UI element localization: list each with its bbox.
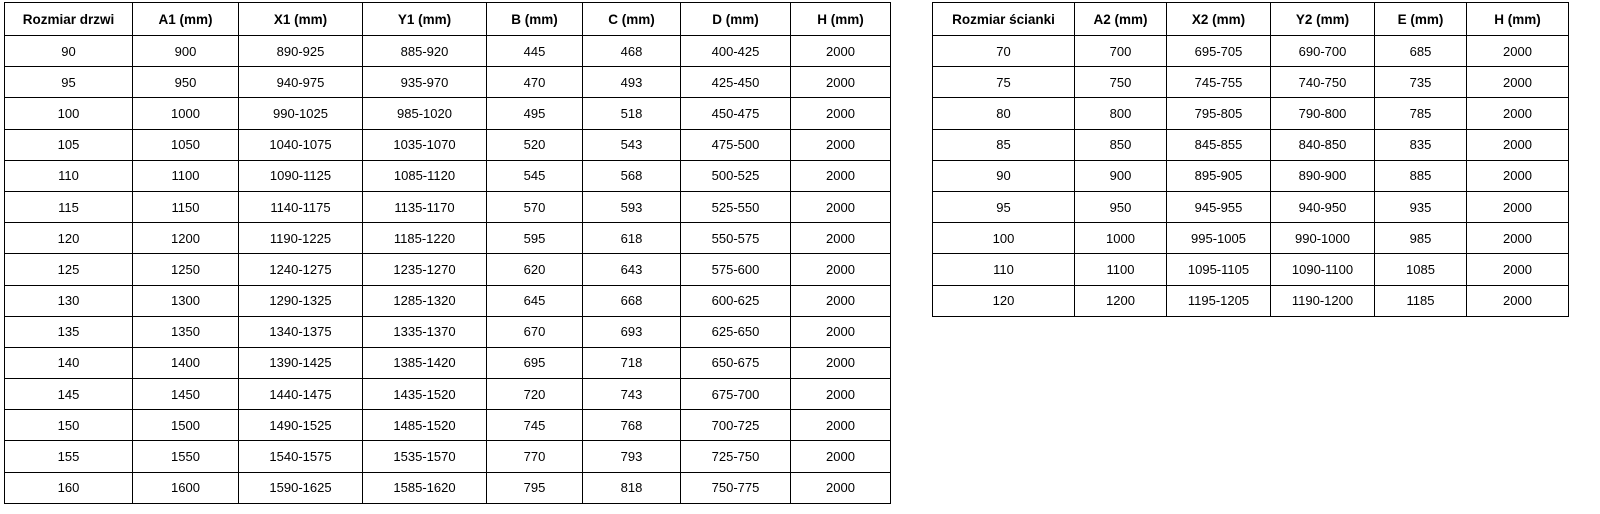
table-cell: 570 xyxy=(487,191,583,222)
table-cell: 2000 xyxy=(1467,223,1569,254)
walls-dimensions-table xyxy=(932,2,1569,317)
table-row xyxy=(5,223,891,254)
table-cell: 1200 xyxy=(133,223,239,254)
table-cell: 75 xyxy=(933,67,1075,98)
table-cell: 700-725 xyxy=(681,410,791,441)
table-cell: 2000 xyxy=(1467,285,1569,316)
table-cell: 543 xyxy=(583,129,681,160)
table-cell: 1400 xyxy=(133,347,239,378)
table-cell: 1200 xyxy=(1075,285,1167,316)
table-cell: 95 xyxy=(5,67,133,98)
table-cell: 785 xyxy=(1375,98,1467,129)
table-cell: 2000 xyxy=(791,285,891,316)
table-cell: 950 xyxy=(1075,191,1167,222)
table-cell: 450-475 xyxy=(681,98,791,129)
table-cell: 1085 xyxy=(1375,254,1467,285)
table-cell: 900 xyxy=(1075,160,1167,191)
table-cell: 85 xyxy=(933,129,1075,160)
table-cell: 1190-1225 xyxy=(239,223,363,254)
table-cell: 1000 xyxy=(133,98,239,129)
table-cell: 1085-1120 xyxy=(363,160,487,191)
table-header-row xyxy=(5,3,891,36)
table-cell: 130 xyxy=(5,285,133,316)
table-cell: 1550 xyxy=(133,441,239,472)
table-cell: 890-900 xyxy=(1271,160,1375,191)
table-row xyxy=(933,191,1569,222)
table-cell: 1290-1325 xyxy=(239,285,363,316)
table-cell: 468 xyxy=(583,36,681,67)
table-cell: 1095-1105 xyxy=(1167,254,1271,285)
table-cell: 100 xyxy=(933,223,1075,254)
table-row xyxy=(5,36,891,67)
table-cell: 935-970 xyxy=(363,67,487,98)
table-cell: 2000 xyxy=(791,223,891,254)
table-cell: 518 xyxy=(583,98,681,129)
table-cell: 1135-1170 xyxy=(363,191,487,222)
column-header: B (mm) xyxy=(487,3,583,36)
column-header: A2 (mm) xyxy=(1075,3,1167,36)
table-cell: 990-1000 xyxy=(1271,223,1375,254)
column-header: X1 (mm) xyxy=(239,3,363,36)
table-cell: 1450 xyxy=(133,379,239,410)
table-cell: 945-955 xyxy=(1167,191,1271,222)
table-cell: 840-850 xyxy=(1271,129,1375,160)
table-row xyxy=(933,223,1569,254)
table-cell: 105 xyxy=(5,129,133,160)
table-cell: 80 xyxy=(933,98,1075,129)
doors-dimensions-table xyxy=(4,2,891,504)
table-row xyxy=(5,98,891,129)
doors-table-header xyxy=(5,3,891,36)
table-cell: 935 xyxy=(1375,191,1467,222)
table-cell: 745-755 xyxy=(1167,67,1271,98)
table-cell: 1390-1425 xyxy=(239,347,363,378)
table-row xyxy=(933,160,1569,191)
table-cell: 445 xyxy=(487,36,583,67)
table-cell: 1490-1525 xyxy=(239,410,363,441)
table-cell: 1285-1320 xyxy=(363,285,487,316)
table-cell: 1150 xyxy=(133,191,239,222)
table-cell: 1185 xyxy=(1375,285,1467,316)
table-row xyxy=(5,67,891,98)
walls-table-header xyxy=(933,3,1569,36)
column-header: E (mm) xyxy=(1375,3,1467,36)
table-cell: 493 xyxy=(583,67,681,98)
table-cell: 743 xyxy=(583,379,681,410)
table-cell: 668 xyxy=(583,285,681,316)
column-header: Y2 (mm) xyxy=(1271,3,1375,36)
table-cell: 495 xyxy=(487,98,583,129)
table-cell: 2000 xyxy=(1467,36,1569,67)
table-cell: 2000 xyxy=(791,36,891,67)
table-cell: 470 xyxy=(487,67,583,98)
table-cell: 110 xyxy=(5,160,133,191)
table-cell: 2000 xyxy=(791,379,891,410)
table-cell: 1500 xyxy=(133,410,239,441)
table-cell: 1185-1220 xyxy=(363,223,487,254)
table-cell: 520 xyxy=(487,129,583,160)
table-cell: 1590-1625 xyxy=(239,472,363,503)
table-header-row xyxy=(933,3,1569,36)
column-header: A1 (mm) xyxy=(133,3,239,36)
table-cell: 700 xyxy=(1075,36,1167,67)
table-cell: 1050 xyxy=(133,129,239,160)
table-cell: 745 xyxy=(487,410,583,441)
table-cell: 1100 xyxy=(1075,254,1167,285)
table-row xyxy=(933,36,1569,67)
table-cell: 120 xyxy=(933,285,1075,316)
table-row xyxy=(5,191,891,222)
table-row xyxy=(933,129,1569,160)
table-cell: 2000 xyxy=(791,441,891,472)
table-cell: 115 xyxy=(5,191,133,222)
table-row xyxy=(5,347,891,378)
table-cell: 940-975 xyxy=(239,67,363,98)
table-cell: 2000 xyxy=(791,472,891,503)
table-cell: 1235-1270 xyxy=(363,254,487,285)
table-cell: 2000 xyxy=(1467,67,1569,98)
table-cell: 1585-1620 xyxy=(363,472,487,503)
table-cell: 2000 xyxy=(1467,160,1569,191)
table-cell: 550-575 xyxy=(681,223,791,254)
table-cell: 545 xyxy=(487,160,583,191)
table-cell: 425-450 xyxy=(681,67,791,98)
table-cell: 718 xyxy=(583,347,681,378)
table-cell: 900 xyxy=(133,36,239,67)
table-cell: 2000 xyxy=(1467,129,1569,160)
doors-table-body xyxy=(5,36,891,504)
table-cell: 593 xyxy=(583,191,681,222)
table-cell: 795 xyxy=(487,472,583,503)
table-cell: 690-700 xyxy=(1271,36,1375,67)
table-cell: 70 xyxy=(933,36,1075,67)
table-row xyxy=(5,285,891,316)
table-row xyxy=(5,472,891,503)
table-row xyxy=(933,67,1569,98)
table-cell: 1195-1205 xyxy=(1167,285,1271,316)
table-cell: 625-650 xyxy=(681,316,791,347)
table-cell: 940-950 xyxy=(1271,191,1375,222)
table-cell: 525-550 xyxy=(681,191,791,222)
table-cell: 575-600 xyxy=(681,254,791,285)
table-cell: 2000 xyxy=(791,254,891,285)
table-cell: 2000 xyxy=(791,160,891,191)
table-cell: 1300 xyxy=(133,285,239,316)
table-cell: 620 xyxy=(487,254,583,285)
table-cell: 720 xyxy=(487,379,583,410)
table-cell: 1600 xyxy=(133,472,239,503)
table-cell: 750-775 xyxy=(681,472,791,503)
table-cell: 750 xyxy=(1075,67,1167,98)
table-cell: 643 xyxy=(583,254,681,285)
table-cell: 595 xyxy=(487,223,583,254)
table-cell: 100 xyxy=(5,98,133,129)
table-cell: 2000 xyxy=(1467,98,1569,129)
table-cell: 1535-1570 xyxy=(363,441,487,472)
table-cell: 2000 xyxy=(1467,191,1569,222)
table-row xyxy=(5,254,891,285)
table-cell: 600-625 xyxy=(681,285,791,316)
table-cell: 1035-1070 xyxy=(363,129,487,160)
table-cell: 568 xyxy=(583,160,681,191)
table-cell: 850 xyxy=(1075,129,1167,160)
table-cell: 1240-1275 xyxy=(239,254,363,285)
table-cell: 1335-1370 xyxy=(363,316,487,347)
table-cell: 985-1020 xyxy=(363,98,487,129)
table-cell: 670 xyxy=(487,316,583,347)
table-cell: 990-1025 xyxy=(239,98,363,129)
walls-table-body xyxy=(933,36,1569,317)
table-cell: 985 xyxy=(1375,223,1467,254)
table-cell: 675-700 xyxy=(681,379,791,410)
table-cell: 1385-1420 xyxy=(363,347,487,378)
table-cell: 95 xyxy=(933,191,1075,222)
table-cell: 735 xyxy=(1375,67,1467,98)
table-cell: 1250 xyxy=(133,254,239,285)
table-cell: 2000 xyxy=(791,316,891,347)
table-cell: 110 xyxy=(933,254,1075,285)
table-cell: 693 xyxy=(583,316,681,347)
table-cell: 1485-1520 xyxy=(363,410,487,441)
table-cell: 1540-1575 xyxy=(239,441,363,472)
table-cell: 90 xyxy=(933,160,1075,191)
table-cell: 2000 xyxy=(791,98,891,129)
table-cell: 125 xyxy=(5,254,133,285)
table-cell: 140 xyxy=(5,347,133,378)
column-header: Rozmiar drzwi xyxy=(5,3,133,36)
table-cell: 1100 xyxy=(133,160,239,191)
table-cell: 650-675 xyxy=(681,347,791,378)
table-cell: 1435-1520 xyxy=(363,379,487,410)
table-cell: 725-750 xyxy=(681,441,791,472)
table-cell: 1040-1075 xyxy=(239,129,363,160)
table-cell: 2000 xyxy=(791,347,891,378)
table-cell: 895-905 xyxy=(1167,160,1271,191)
table-cell: 950 xyxy=(133,67,239,98)
table-cell: 885 xyxy=(1375,160,1467,191)
table-cell: 1000 xyxy=(1075,223,1167,254)
table-cell: 800 xyxy=(1075,98,1167,129)
table-cell: 995-1005 xyxy=(1167,223,1271,254)
table-cell: 1340-1375 xyxy=(239,316,363,347)
table-cell: 835 xyxy=(1375,129,1467,160)
column-header: C (mm) xyxy=(583,3,681,36)
table-cell: 685 xyxy=(1375,36,1467,67)
table-cell: 2000 xyxy=(791,191,891,222)
table-cell: 818 xyxy=(583,472,681,503)
table-row xyxy=(933,254,1569,285)
column-header: H (mm) xyxy=(1467,3,1569,36)
table-row xyxy=(933,285,1569,316)
table-row xyxy=(5,129,891,160)
table-row xyxy=(5,441,891,472)
table-cell: 160 xyxy=(5,472,133,503)
table-cell: 400-425 xyxy=(681,36,791,67)
table-cell: 2000 xyxy=(791,410,891,441)
table-cell: 740-750 xyxy=(1271,67,1375,98)
table-cell: 2000 xyxy=(1467,254,1569,285)
column-header: H (mm) xyxy=(791,3,891,36)
table-cell: 1090-1125 xyxy=(239,160,363,191)
table-cell: 1140-1175 xyxy=(239,191,363,222)
table-cell: 695-705 xyxy=(1167,36,1271,67)
column-header: Y1 (mm) xyxy=(363,3,487,36)
column-header: Rozmiar ścianki xyxy=(933,3,1075,36)
table-cell: 475-500 xyxy=(681,129,791,160)
table-cell: 885-920 xyxy=(363,36,487,67)
table-cell: 845-855 xyxy=(1167,129,1271,160)
table-cell: 1190-1200 xyxy=(1271,285,1375,316)
table-cell: 890-925 xyxy=(239,36,363,67)
table-cell: 1440-1475 xyxy=(239,379,363,410)
table-cell: 135 xyxy=(5,316,133,347)
table-cell: 120 xyxy=(5,223,133,254)
table-cell: 2000 xyxy=(791,129,891,160)
table-row xyxy=(5,316,891,347)
table-row xyxy=(5,379,891,410)
table-cell: 770 xyxy=(487,441,583,472)
table-cell: 790-800 xyxy=(1271,98,1375,129)
table-cell: 1090-1100 xyxy=(1271,254,1375,285)
table-cell: 695 xyxy=(487,347,583,378)
column-header: X2 (mm) xyxy=(1167,3,1271,36)
table-row xyxy=(933,98,1569,129)
table-cell: 90 xyxy=(5,36,133,67)
table-cell: 793 xyxy=(583,441,681,472)
table-cell: 795-805 xyxy=(1167,98,1271,129)
table-cell: 1350 xyxy=(133,316,239,347)
table-cell: 2000 xyxy=(791,67,891,98)
table-row xyxy=(5,160,891,191)
column-header: D (mm) xyxy=(681,3,791,36)
table-cell: 645 xyxy=(487,285,583,316)
table-cell: 500-525 xyxy=(681,160,791,191)
table-cell: 768 xyxy=(583,410,681,441)
table-row xyxy=(5,410,891,441)
table-cell: 145 xyxy=(5,379,133,410)
table-cell: 150 xyxy=(5,410,133,441)
table-cell: 618 xyxy=(583,223,681,254)
table-cell: 155 xyxy=(5,441,133,472)
